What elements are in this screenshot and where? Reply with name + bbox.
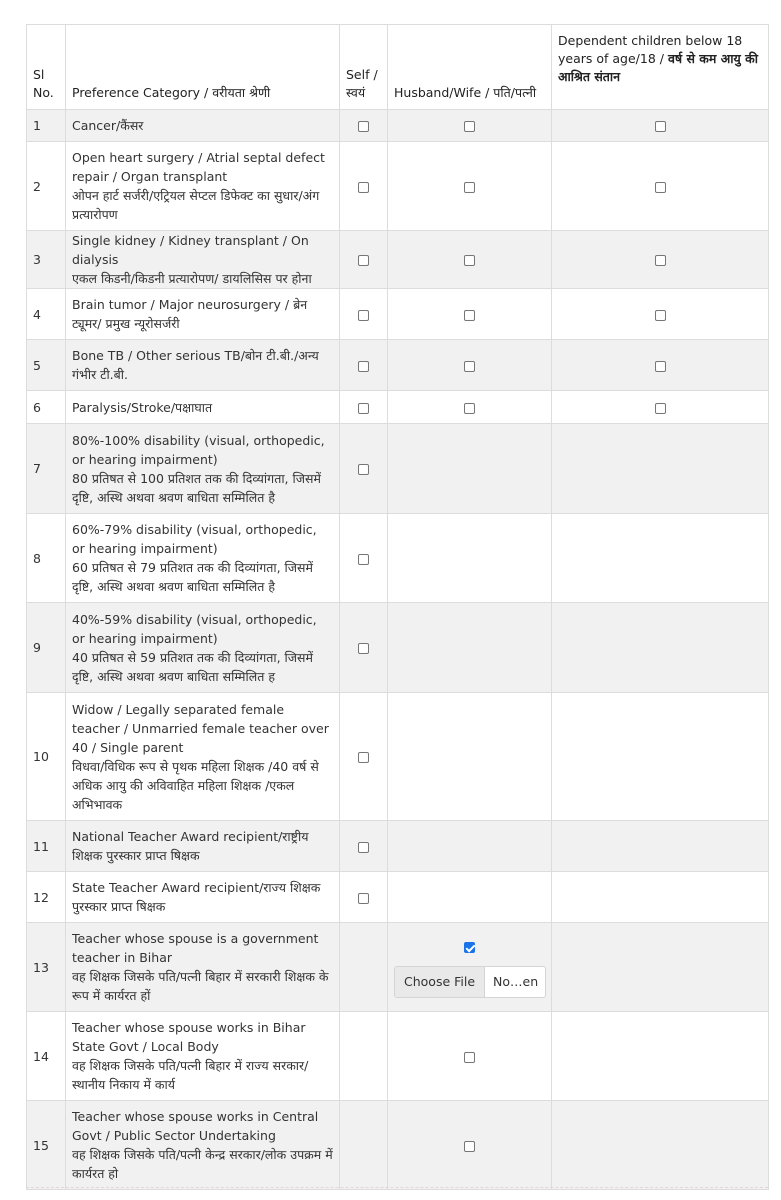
- table-row: [27, 1012, 769, 1101]
- row-category: [66, 872, 340, 923]
- row-category: [66, 1101, 340, 1190]
- category-label: State Teacher Award recipient/राज्य शिक्षक पुरस्कार प्राप्त षिक्षक: [72, 880, 321, 914]
- self-cell: [340, 1012, 388, 1101]
- row-sl-no: 13: [27, 923, 66, 1012]
- category-label-hi: विधवा/विधिक रूप से पृथक महिला शिक्षक /40 वर्ष से अधिक आयु की अविवाहित महिला शिक्षक /एकल अभिभावक: [72, 758, 319, 812]
- category-label-hi: 80 प्रतिषत से 100 प्रतिशत तक की दिव्यांगता, जिसमें दृष्टि, अस्थि अथवा श्रवण बाधिता सम्मिलित है: [72, 470, 321, 505]
- spouse-cell: [388, 110, 552, 142]
- spouse-cell: [388, 391, 552, 424]
- dependent-cell: [552, 603, 769, 693]
- header-husband-wife: Husband/Wife / पति/पत्नी: [388, 25, 552, 110]
- dependent-cell: [552, 923, 769, 1012]
- table-row: [27, 821, 769, 872]
- table-row: [27, 231, 769, 289]
- spouse-checkbox[interactable]: [464, 255, 475, 266]
- category-label-en: 60%-79% disability (visual, orthopedic, or hearing impairment): [72, 522, 317, 556]
- spouse-cell: [388, 603, 552, 693]
- row-sl-no: 6: [27, 391, 66, 424]
- self-checkbox[interactable]: [358, 554, 369, 565]
- row-category: [66, 391, 340, 424]
- table-row: [27, 340, 769, 391]
- dependent-cell: [552, 391, 769, 424]
- dependent-cell: [552, 231, 769, 289]
- table-row: [27, 872, 769, 923]
- chosen-file-name: No…en: [493, 973, 539, 989]
- category-label-en: Teacher whose spouse works in Bihar State Govt / Local Body: [72, 1020, 306, 1054]
- category-label-en: 40%-59% disability (visual, orthopedic, or hearing impairment): [72, 611, 317, 646]
- header-self: Self / स्वयं: [340, 25, 388, 110]
- file-upload-input[interactable]: [394, 966, 546, 998]
- self-cell: [340, 231, 388, 289]
- row-sl-no: 2: [27, 142, 66, 231]
- dependent-checkbox[interactable]: [655, 310, 666, 321]
- category-label: Paralysis/Stroke/पक्षाघात: [72, 399, 213, 415]
- dependent-cell: [552, 424, 769, 514]
- dependent-cell: [552, 289, 769, 340]
- row-sl-no: 11: [27, 821, 66, 872]
- spouse-checkbox-checked[interactable]: [464, 942, 475, 953]
- spouse-cell: [388, 231, 552, 289]
- self-checkbox[interactable]: [358, 643, 369, 654]
- row-category: [66, 923, 340, 1012]
- self-cell: [340, 821, 388, 872]
- spouse-cell: [388, 693, 552, 821]
- category-label-hi: 40 प्रतिषत से 59 प्रतिशत तक की दिव्यांगता, जिसमें दृष्टि, अस्थि अथवा श्रवण बाधिता सम्मिलित ह: [72, 649, 313, 684]
- spouse-cell: [388, 1101, 552, 1190]
- spouse-cell: [388, 923, 552, 1012]
- self-cell: [340, 110, 388, 142]
- dependent-cell: [552, 1012, 769, 1101]
- self-cell: [340, 872, 388, 923]
- row-sl-no: 4: [27, 289, 66, 340]
- category-label-en: Single kidney / Kidney transplant / On dialysis: [72, 233, 309, 267]
- category-label-en: 80%-100% disability (visual, orthopedic, or hearing impairment): [72, 432, 325, 467]
- table-row: [27, 693, 769, 821]
- self-checkbox[interactable]: [358, 403, 369, 414]
- table-row: [27, 391, 769, 424]
- category-label-hi: 60 प्रतिषत से 79 प्रतिशत तक की दिव्यांगता, जिसमें दृष्टि, अस्थि अथवा श्रवण बाधिता सम्मिलित है: [72, 560, 313, 594]
- row-sl-no: 15: [27, 1101, 66, 1190]
- header-sl-no: Sl No.: [27, 25, 66, 110]
- preference-category-table: [26, 24, 769, 1190]
- table-row: [27, 289, 769, 340]
- category-label-en: Widow / Legally separated female teacher / Unmarried female teacher over 40 / Single parent: [72, 701, 329, 755]
- row-category: [66, 231, 340, 289]
- self-checkbox[interactable]: [358, 893, 369, 904]
- row-sl-no: 10: [27, 693, 66, 821]
- row-category: [66, 142, 340, 231]
- category-label: Brain tumor / Major neurosurgery / ब्रेन ट्यूमर/ प्रमुख न्यूरोसर्जरी: [72, 297, 308, 331]
- row-sl-no: 12: [27, 872, 66, 923]
- dependent-cell: [552, 821, 769, 872]
- spouse-cell: [388, 821, 552, 872]
- table-row: [27, 603, 769, 693]
- self-checkbox[interactable]: [358, 464, 369, 475]
- table-row: [27, 424, 769, 514]
- row-sl-no: 3: [27, 231, 66, 289]
- dependent-checkbox[interactable]: [655, 121, 666, 132]
- self-checkbox[interactable]: [358, 361, 369, 372]
- header-dependent-children: [552, 25, 769, 110]
- row-category: [66, 603, 340, 693]
- self-checkbox[interactable]: [358, 255, 369, 266]
- header-preference-category: Preference Category / वरीयता श्रेणी: [66, 25, 340, 110]
- dependent-checkbox[interactable]: [655, 361, 666, 372]
- table-row: [27, 142, 769, 231]
- spouse-cell: [388, 289, 552, 340]
- row-category: [66, 424, 340, 514]
- dependent-cell: [552, 1101, 769, 1190]
- table-header-row: [27, 25, 769, 110]
- row-category: [66, 514, 340, 603]
- row-sl-no: 5: [27, 340, 66, 391]
- spouse-cell: [388, 424, 552, 514]
- header-dependent-en: Dependent children below 18 years of age/18 /: [558, 33, 743, 66]
- self-checkbox[interactable]: [358, 182, 369, 193]
- row-sl-no: 14: [27, 1012, 66, 1101]
- row-sl-no: 8: [27, 514, 66, 603]
- category-label-hi: ओपन हार्ट सर्जरी/एट्रियल सेप्टल डिफेक्ट का सुधार/अंग प्रत्यारोपण: [72, 188, 320, 222]
- self-cell: [340, 142, 388, 231]
- self-checkbox[interactable]: [358, 121, 369, 132]
- row-sl-no: 9: [27, 603, 66, 693]
- self-cell: [340, 391, 388, 424]
- row-category: [66, 693, 340, 821]
- spouse-cell: [388, 872, 552, 923]
- row-category: [66, 110, 340, 142]
- spouse-cell: [388, 142, 552, 231]
- self-cell: [340, 603, 388, 693]
- spouse-checkbox[interactable]: [464, 403, 475, 414]
- dependent-cell: [552, 142, 769, 231]
- self-cell: [340, 289, 388, 340]
- row-category: [66, 1012, 340, 1101]
- category-label: Cancer/कैंसर: [72, 118, 144, 133]
- self-checkbox[interactable]: [358, 752, 369, 763]
- spouse-checkbox[interactable]: [464, 361, 475, 372]
- spouse-cell: [388, 340, 552, 391]
- dependent-checkbox[interactable]: [655, 182, 666, 193]
- choose-file-button[interactable]: Choose File: [395, 967, 485, 997]
- spouse-checkbox[interactable]: [464, 1141, 475, 1152]
- category-label-en: Open heart surgery / Atrial septal defect repair / Organ transplant: [72, 150, 325, 184]
- category-label: Bone TB / Other serious TB/बोन टी.बी./अन्य गंभीर टी.बी.: [72, 348, 319, 382]
- spouse-checkbox[interactable]: [464, 1052, 475, 1063]
- category-label-hi: वह शिक्षक जिसके पति/पत्नी केन्द्र सरकार/लोक उपक्रम में कार्यरत हो: [72, 1147, 333, 1181]
- self-checkbox[interactable]: [358, 842, 369, 853]
- bottom-divider: [26, 1187, 768, 1188]
- category-label-hi: वह शिक्षक जिसके पति/पत्नी बिहार में राज्य सरकार/ स्थानीय निकाय में कार्य: [72, 1058, 309, 1092]
- spouse-checkbox[interactable]: [464, 310, 475, 321]
- dependent-cell: [552, 110, 769, 142]
- spouse-checkbox[interactable]: [464, 182, 475, 193]
- row-sl-no: 1: [27, 110, 66, 142]
- self-cell: [340, 340, 388, 391]
- dependent-cell: [552, 514, 769, 603]
- table-row: [27, 1101, 769, 1190]
- table-row: [27, 514, 769, 603]
- self-cell: [340, 1101, 388, 1190]
- self-cell: [340, 923, 388, 1012]
- preference-table-container: [26, 24, 768, 1190]
- table-row: [27, 923, 769, 1012]
- self-cell: [340, 424, 388, 514]
- self-checkbox[interactable]: [358, 310, 369, 321]
- dependent-cell: [552, 340, 769, 391]
- dependent-checkbox[interactable]: [655, 255, 666, 266]
- row-category: [66, 289, 340, 340]
- self-cell: [340, 693, 388, 821]
- category-label-en: Teacher whose spouse is a government teacher in Bihar: [72, 931, 319, 965]
- spouse-cell: [388, 514, 552, 603]
- dependent-cell: [552, 693, 769, 821]
- category-label-en: Teacher whose spouse works in Central Govt / Public Sector Undertaking: [72, 1109, 319, 1143]
- row-sl-no: 7: [27, 424, 66, 514]
- category-label-hi: एकल किडनी/किडनी प्रत्यारोपण/ डायलिसिस पर होना: [72, 271, 312, 286]
- spouse-cell: [388, 1012, 552, 1101]
- dependent-cell: [552, 872, 769, 923]
- row-category: [66, 340, 340, 391]
- row-category: [66, 821, 340, 872]
- category-label-hi: वह शिक्षक जिसके पति/पत्नी बिहार में सरकारी शिक्षक के रूप में कार्यरत हों: [72, 969, 329, 1003]
- header-dependent-hi: वर्ष से कम आयु की आश्रित संतान: [558, 51, 758, 84]
- table-row: [27, 110, 769, 142]
- self-cell: [340, 514, 388, 603]
- dependent-checkbox[interactable]: [655, 403, 666, 414]
- spouse-checkbox[interactable]: [464, 121, 475, 132]
- category-label: National Teacher Award recipient/राष्ट्रीय शिक्षक पुरस्कार प्राप्त षिक्षक: [72, 829, 309, 863]
